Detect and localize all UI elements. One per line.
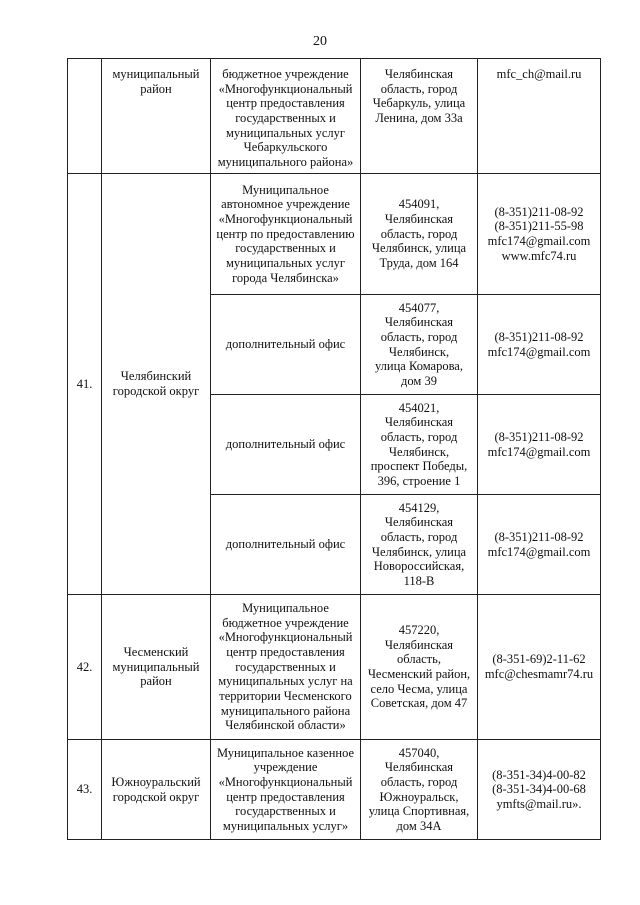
address-cell <box>361 295 478 395</box>
organization-name: территории Чесменского <box>219 688 352 703</box>
contact-line: ymfts@mail.ru». <box>496 796 582 811</box>
address-line: 457220, <box>398 623 440 638</box>
organization-name: учреждение <box>253 760 318 775</box>
address-line: область, город <box>380 226 458 241</box>
district-name: муниципальный <box>112 67 200 81</box>
address-line: дом 34А <box>396 818 442 833</box>
contact-line: mfc174@gmail.com <box>487 444 591 459</box>
address-line: Челябинская <box>384 212 454 227</box>
address-line: 118-В <box>403 573 435 588</box>
organization-name: «Многофункциональный <box>218 774 353 789</box>
table-row <box>68 59 601 174</box>
organization-name: «Многофункциональный <box>218 212 353 227</box>
address-line: Новороссийская, <box>373 559 465 574</box>
address-line: область, город <box>380 429 458 444</box>
address-cell <box>361 174 478 295</box>
address-line: Челябинская <box>384 415 454 430</box>
district-name: район <box>140 81 172 96</box>
organization-name: центр по предоставлению <box>216 226 355 241</box>
contacts-cell <box>478 740 601 840</box>
organization-cell <box>211 740 361 840</box>
district-name: Челябинский <box>120 369 192 384</box>
district-cell <box>102 595 211 740</box>
address-line: Челябинск, улица <box>371 544 467 559</box>
address-line: Челябинская <box>384 67 454 81</box>
organization-name: государственных и <box>235 110 336 125</box>
organization-cell <box>211 395 361 495</box>
district-cell <box>102 740 211 840</box>
contacts-cell <box>478 495 601 595</box>
organization-name: города Челябинска» <box>232 270 339 285</box>
organization-cell <box>211 495 361 595</box>
address-line: область, город <box>380 329 458 344</box>
contacts-cell <box>478 59 601 174</box>
address-line: область, город <box>380 81 458 96</box>
organization-name: муниципальных услуг <box>225 125 346 140</box>
contact-line: (8-351-34)4-00-68 <box>492 782 586 797</box>
district-name: район <box>140 674 172 689</box>
organization-name: муниципальных услуг» <box>222 818 349 833</box>
contact-line: mfc174@gmail.com <box>487 234 591 248</box>
organization-name: муниципальных услуг <box>225 255 346 270</box>
organization-cell <box>211 595 361 740</box>
district-name: городской округ <box>112 384 200 398</box>
contacts-cell <box>478 595 601 740</box>
address-line: 454129, <box>398 500 440 515</box>
organization-name: центр предоставления <box>226 96 345 111</box>
district-name: Чесменский <box>123 645 189 660</box>
contact-line: (8-351)211-08-92 <box>494 529 584 544</box>
organization-name: муниципальных услуг на <box>218 674 353 689</box>
organization-name: Муниципальное казенное <box>216 745 355 760</box>
address-line: Челябинская <box>384 515 454 530</box>
address-line: Чебаркуль, улица <box>372 96 466 111</box>
table-row <box>68 595 601 740</box>
contacts-cell <box>478 174 601 295</box>
address-line: Чесменский район, <box>367 667 471 681</box>
district-name: городской округ <box>112 789 200 804</box>
organization-name: дополнительный офис <box>225 337 346 352</box>
organization-cell <box>211 295 361 395</box>
contact-line: (8-351)211-08-92 <box>494 429 584 444</box>
organization-name: государственных и <box>235 241 336 256</box>
contact-line: (8-351-34)4-00-82 <box>492 767 586 782</box>
address-line: Южноуральск, <box>379 789 459 804</box>
contact-line: mfc174@gmail.com <box>487 344 591 359</box>
organization-name: муниципального района <box>220 703 351 718</box>
organization-name: бюджетное учреждение <box>222 67 349 81</box>
address-line: село Чесма, улица <box>370 681 468 696</box>
district-name: Южноуральский <box>111 774 201 789</box>
contact-line: mfc174@gmail.com <box>487 544 591 559</box>
address-line: Челябинск, <box>388 444 450 459</box>
address-line: область, <box>397 652 441 667</box>
organization-cell <box>211 59 361 174</box>
address-line: улица Комарова, <box>374 359 463 374</box>
address-cell <box>361 495 478 595</box>
address-line: 454091, <box>398 197 440 212</box>
table-row <box>68 740 601 840</box>
address-cell <box>361 740 478 840</box>
organization-cell <box>211 174 361 295</box>
address-cell <box>361 595 478 740</box>
organization-name: дополнительный офис <box>225 537 346 552</box>
organization-name: Челябинской области» <box>225 718 346 733</box>
contact-line: www.mfc74.ru <box>501 248 577 263</box>
contact-line: (8-351-69)2-11-62 <box>492 652 586 667</box>
address-cell <box>361 59 478 174</box>
district-cell <box>102 59 211 174</box>
address-cell <box>361 395 478 495</box>
organization-name: Муниципальное <box>242 601 329 616</box>
contacts-cell <box>478 395 601 495</box>
address-line: область, город <box>380 529 458 544</box>
district-cell <box>102 174 211 595</box>
address-line: Челябинская <box>384 637 454 652</box>
district-name: муниципальный <box>112 659 200 674</box>
address-line: улица Спортивная, <box>368 804 470 819</box>
address-line: проспект Победы, <box>370 459 468 474</box>
organization-name: государственных и <box>235 804 336 819</box>
row-number <box>68 59 102 174</box>
address-line: 454021, <box>398 400 440 415</box>
address-line: Челябинск, улица <box>371 241 467 256</box>
contact-line: mfc_ch@mail.ru <box>496 67 582 81</box>
page-number: 20 <box>313 34 327 49</box>
address-line: Советская, дом 47 <box>370 696 468 711</box>
organization-name: Чебаркульского <box>243 140 328 155</box>
organization-name: центр предоставления <box>226 789 345 804</box>
address-line: Ленина, дом 33а <box>375 110 463 125</box>
organization-name: государственных и <box>235 659 336 674</box>
row-number: 43. <box>68 740 102 840</box>
address-line: область, город <box>380 774 458 789</box>
contact-line: (8-351)211-08-92 <box>494 204 584 219</box>
table-row <box>68 174 601 295</box>
organization-name: «Многофункциональный <box>218 630 353 645</box>
mfc-offices-table <box>67 58 601 840</box>
row-number: 41. <box>68 174 102 595</box>
organization-name: Муниципальное <box>242 182 329 197</box>
address-line: 457040, <box>398 745 440 760</box>
contact-line: (8-351)211-55-98 <box>494 219 584 234</box>
address-line: дом 39 <box>401 373 437 388</box>
address-line: Челябинск, <box>388 344 450 359</box>
organization-name: бюджетное учреждение <box>222 615 349 630</box>
organization-name: муниципального района» <box>217 154 354 169</box>
contact-line: (8-351)211-08-92 <box>494 329 584 344</box>
organization-name: дополнительный офис <box>225 437 346 452</box>
organization-name: «Многофункциональный <box>218 81 353 96</box>
organization-name: центр предоставления <box>226 645 345 660</box>
contacts-cell <box>478 295 601 395</box>
organization-name: автономное учреждение <box>221 197 350 212</box>
address-line: Челябинская <box>384 760 454 775</box>
address-line: 454077, <box>398 300 440 315</box>
address-line: 396, строение 1 <box>377 473 461 488</box>
address-line: Труда, дом 164 <box>379 255 459 270</box>
row-number: 42. <box>68 595 102 740</box>
address-line: Челябинская <box>384 315 454 330</box>
contact-line: mfc@chesmamr74.ru <box>484 667 594 681</box>
